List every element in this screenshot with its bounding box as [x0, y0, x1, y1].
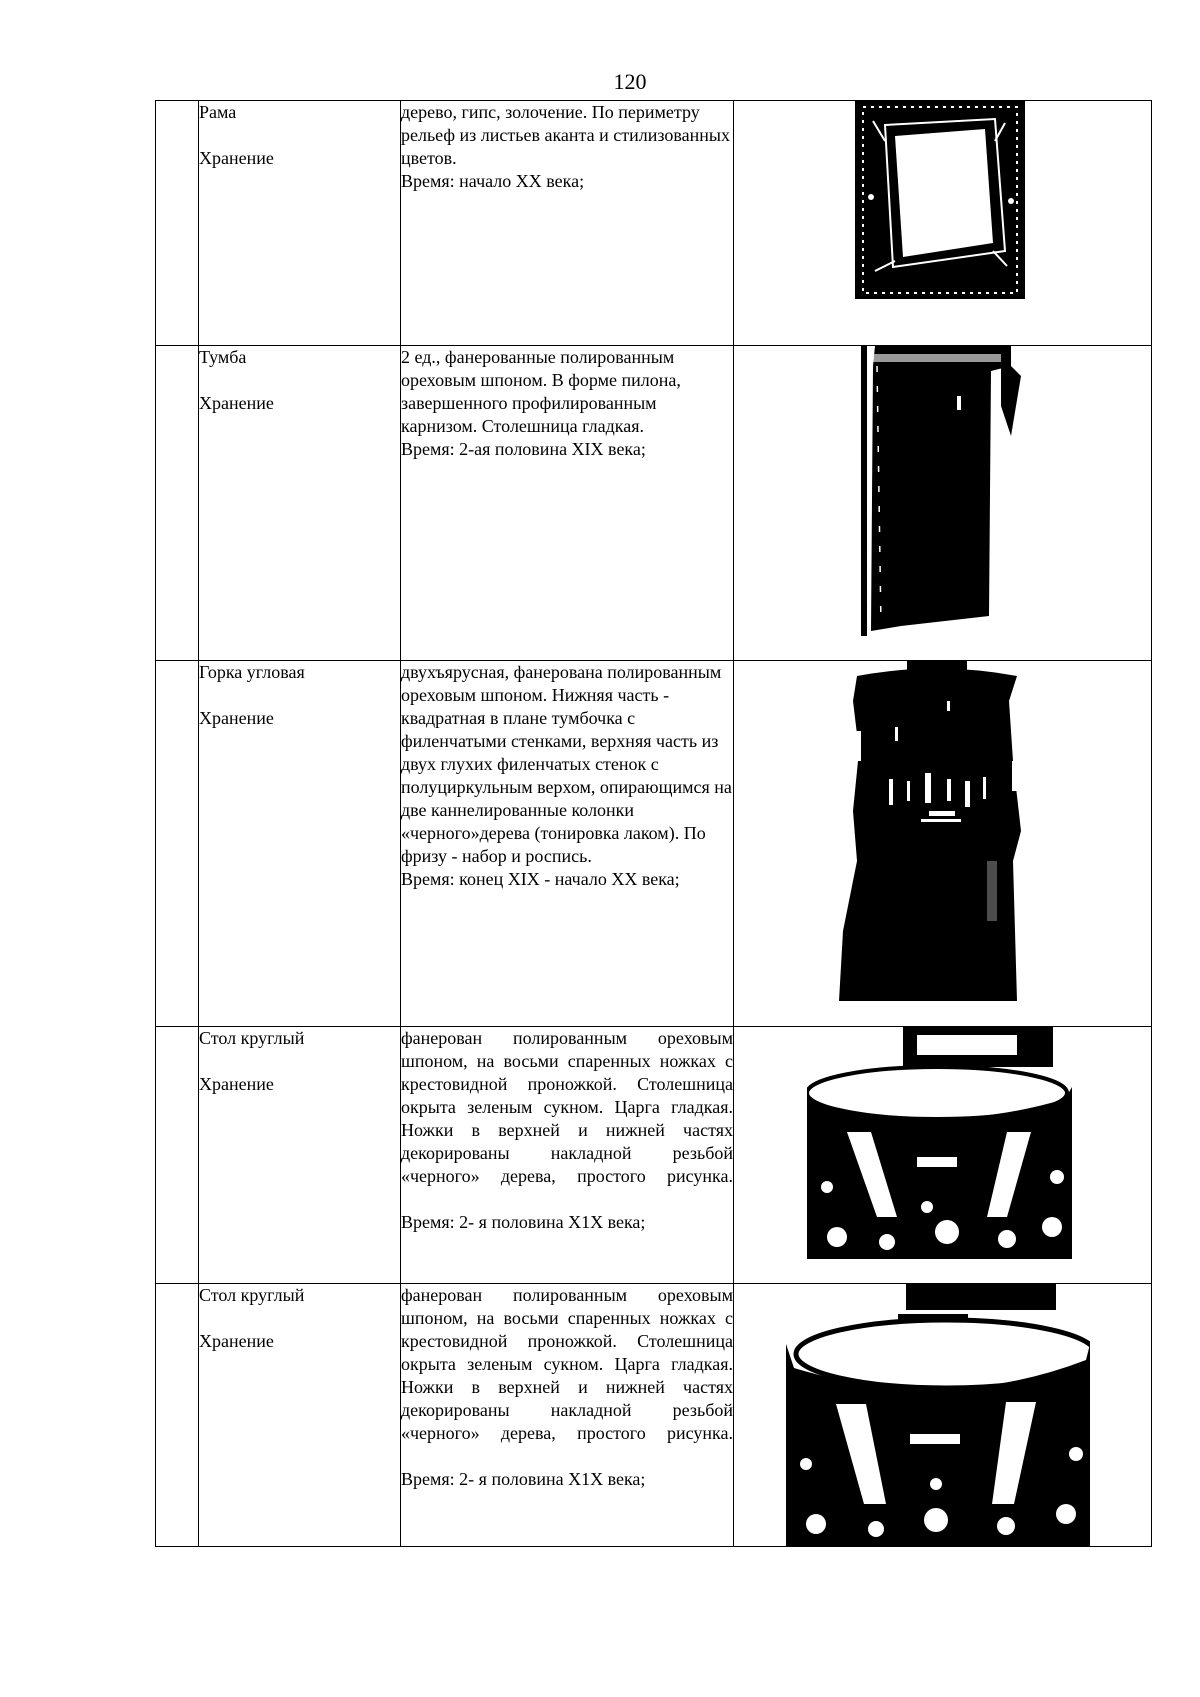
item-time: Время: начало XX века; — [401, 171, 585, 191]
item-name-cell — [199, 101, 401, 346]
item-photo-cell — [734, 661, 1152, 1027]
index-cell — [156, 1027, 199, 1284]
item-photo-cell — [734, 1027, 1152, 1284]
item-photo-cell — [734, 346, 1152, 661]
item-time: Время: 2- я половина X1X века; — [401, 1212, 646, 1232]
round-table-photo — [807, 1027, 1072, 1259]
item-time: Время: 2-ая половина XIX века; — [401, 439, 646, 459]
item-name: Стол круглый — [199, 1028, 305, 1048]
item-name: Рама — [199, 102, 237, 122]
item-location: Хранение — [199, 1074, 274, 1094]
item-name-cell — [199, 1284, 401, 1547]
round-table-photo — [786, 1284, 1090, 1546]
item-description-cell — [401, 346, 734, 661]
item-name-cell — [199, 661, 401, 1027]
table-row — [156, 661, 1152, 1027]
table-row — [156, 346, 1152, 661]
index-cell — [156, 346, 199, 661]
item-location: Хранение — [199, 1331, 274, 1351]
item-photo-cell — [734, 101, 1152, 346]
item-name-cell — [199, 346, 401, 661]
item-name: Стол круглый — [199, 1285, 305, 1305]
item-name: Тумба — [199, 347, 247, 367]
page-number: 120 — [613, 69, 647, 94]
item-description: фанерован полированным ореховым шпоном, на восьми спаренных ножках с крестовидной проножкой. Столешница окрыта зеленым сукном. Царга гладкая. Ножки в верхней и нижней частях декорированы накладной резьбой «черного» дерева, простого рисунка. — [401, 1285, 733, 1443]
item-photo-cell — [734, 1284, 1152, 1547]
item-name: Горка угловая — [199, 662, 305, 682]
index-cell — [156, 661, 199, 1027]
item-description-cell — [401, 1284, 734, 1547]
item-description-cell — [401, 661, 734, 1027]
table-row — [156, 101, 1152, 346]
item-name-cell — [199, 1027, 401, 1284]
item-description: двухъярусная, фанерована полированным ореховым шпоном. Нижняя часть - квадратная в плане тумбочка с филенчатыми стенками, верхняя часть из двух глухих филенчатых стенок с полуциркульным верхом, опирающимся на две каннелированные колонки «черного»дерева (тонировка лаком). По фризу - набор и роспись. — [401, 662, 732, 866]
table-row — [156, 1027, 1152, 1284]
item-time: Время: конец XIX - начало XX века; — [401, 869, 680, 889]
table-row — [156, 1284, 1152, 1547]
item-time: Время: 2- я половина X1X века; — [401, 1469, 646, 1489]
item-description-cell — [401, 101, 734, 346]
item-description-cell — [401, 1027, 734, 1284]
index-cell — [156, 1284, 199, 1547]
item-location: Хранение — [199, 393, 274, 413]
corner-cabinet-photo — [837, 661, 1037, 1001]
item-location: Хранение — [199, 148, 274, 168]
item-description: дерево, гипс, золочение. По периметру рельеф из листьев аканта и стилизованных цветов. — [401, 102, 730, 168]
pedestal-photo — [861, 346, 1021, 636]
frame-photo — [855, 101, 1025, 299]
item-description: 2 ед., фанерованные полированным ореховым шпоном. В форме пилона, завершенного профилированным карнизом. Столешница гладкая. — [401, 347, 681, 436]
item-description: фанерован полированным ореховым шпоном, на восьми спаренных ножках с крестовидной проножкой. Столешница окрыта зеленым сукном. Царга гладкая. Ножки в верхней и нижней частях декорированы накладной резьбой «черного» дерева, простого рисунка. — [401, 1028, 733, 1186]
inventory-table — [155, 100, 1152, 1547]
index-cell — [156, 101, 199, 346]
item-location: Хранение — [199, 708, 274, 728]
